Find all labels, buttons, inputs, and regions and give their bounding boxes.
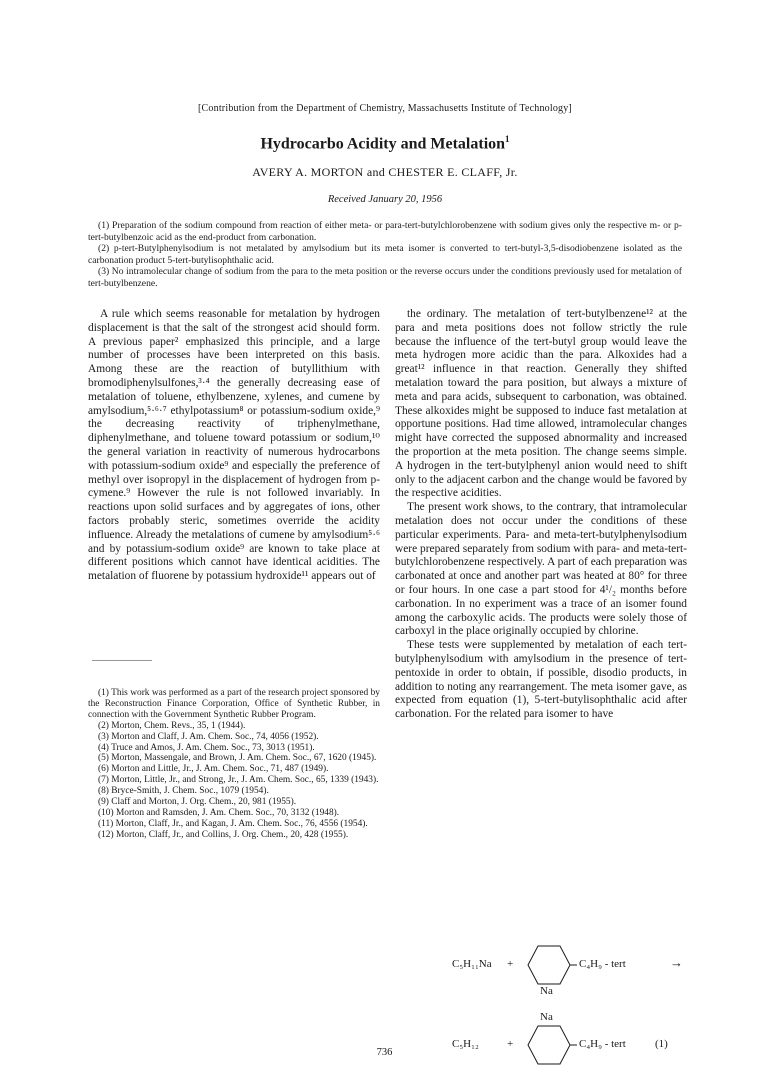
footnote: (2) Morton, Chem. Revs., 35, 1 (1944).	[98, 720, 246, 731]
article-title	[90, 134, 680, 153]
authors-line: AVERY A. MORTON and CHESTER E. CLAFF, Jr.	[252, 165, 518, 179]
abstract	[88, 220, 682, 289]
eq-number: (1)	[655, 1038, 668, 1050]
footnote: (8) Bryce-Smith, J. Chem. Soc., 1079 (1954).	[98, 786, 269, 797]
eq-na-above-2: Na	[540, 1011, 553, 1023]
received-date: Received January 20, 1956	[327, 194, 443, 205]
body-paragraph: The present work shows, to the contrary, that intramolecular metalation does not occur under the conditions of these particular experiments. Para- and meta-tert-butylphenylsodium were prepared separately from sodium with para- and meta-tert-butylchlorobenzene respectively. A part of each preparation was carbonated at once and another part was heated at 80° for three or four hours. In one case a part stood for 4¹/₂ months before carbonation. In no experiment was a trace of an isomer found among the carboxylic acids. The products were solely those of carboxyl in the place originally occupied by chlorine.	[395, 501, 687, 638]
body-paragraph: A rule which seems reasonable for metalation by hydrogen displacement is that the salt of the strongest acid should form. A previous paper² emphasized this principle, and a large number of processes have been interpreted on this basis. Among these are the reaction of butyllithium with bromodiphenylsulfones,³·⁴ the generally decreasing ease of metalation of toluene, ethylbenzene, xylenes, and cumene by amylsodium,⁵·⁶·⁷ ethylpotassium⁸ or potassium-sodium oxide,⁹ the decreasing reactivity of triphenylmethane, diphenylmethane, and toluene toward potassium or sodium,¹⁰ the general variation in reactivity of numerous hydrocarbons with potassium-sodium oxide⁹ and especially the preference of methyl over isopropyl in the displacement of hydrogen from p-cymene.⁹ However the rule is not followed invariably. In reactions upon solid surfaces and by aggregates of ions, other factors probably steric, sometimes override the acidity influence. Already the metalations of cumene by amylsodium⁵·⁶ and by potassium-sodium oxide⁹ are known to take place at different positions which cannot have identical acidities. The metalation of fluorene by potassium hydroxide¹¹ appears out of	[88, 308, 380, 583]
footnote: (5) Morton, Massengale, and Brown, J. Am. Chem. Soc., 67, 1620 (1945).	[98, 753, 377, 764]
abstract-item: (3) No intramolecular change of sodium from the para to the meta position or the reverse occurs under the conditions previously used for metalation of tert-butylbenzene.	[88, 266, 682, 289]
footnote: (12) Morton, Claff, Jr., and Collins, J. Org. Chem., 20, 428 (1955).	[98, 829, 349, 840]
title-text: Hydrocarbo Acidity and Metalation	[260, 135, 506, 153]
eq-arrow: →	[670, 955, 683, 970]
eq-reagent-2: C₅H₁₂	[452, 1038, 479, 1050]
title-footnote-mark: 1	[505, 134, 510, 144]
eq-plus-1: +	[507, 958, 514, 970]
footnote-divider	[92, 660, 152, 661]
right-column	[395, 308, 687, 722]
footnote: (6) Morton and Little, Jr., J. Am. Chem. Soc., 71, 487 (1949).	[98, 764, 329, 775]
contribution-line: [Contribution from the Department of Chemistry, Massachusetts Institute of Technology]	[198, 103, 572, 114]
footnote: (4) Truce and Amos, J. Am. Chem. Soc., 73, 3013 (1951).	[98, 742, 315, 753]
body-paragraph: the ordinary. The metalation of tert-butylbenzene¹² at the para and meta positions does not follow strictly the rule because the influence of the tert-butyl group would leave the meta hydrogen more acidic than the para. Alkoxides had a great¹² influence in that reaction. Generally they shifted metalation toward the para position, but always a mixture of meta and para acids, subsequent to carbonation, was obtained. These alkoxides might be supposed to induce fast metalation at opportune positions. Had time allowed, intramolecular changes might have corrected the supposed abnormality and increased the proportion at the meta position. The change seems simple. A hydrogen in the tert-butylphenyl anion would need to shift only to the adjacent carbon and the change would be favored by the respective acidities.	[395, 308, 687, 500]
footnote: (10) Morton and Ramsden, J. Am. Chem. Soc., 70, 3132 (1948).	[98, 807, 340, 818]
page-number: 736	[376, 1047, 393, 1058]
abstract-item: (1) Preparation of the sodium compound from reaction of either meta- or para-tert-butylchlorobenzene with sodium gives only the respective m- or p-tert-butylbenzoic acid as the end-product from carbonation.	[88, 220, 682, 243]
footnote: (1) This work was performed as a part of the research project sponsored by the Reconstruction Finance Corporation, Office of Synthetic Rubber, in connection with the Government Synthetic Rubber Program.	[88, 688, 380, 720]
footnote: (11) Morton, Claff, Jr., and Kagan, J. Am. Chem. Soc., 76, 4556 (1954).	[98, 818, 368, 829]
eq-na-below-1: Na	[540, 985, 553, 997]
body-paragraph: These tests were supplemented by metalation of each tert-butylphenylsodium with amylsodium in the presence of tert-pentoxide in order to obtain, if possible, disodio products, in addition to noting any rearrangement. The meta isomer gave, as expected from equation (1), 5-tert-butylisophthalic acid after carbonation. For the related para isomer to have	[395, 639, 687, 721]
eq-plus-2: +	[507, 1038, 514, 1050]
footnote: (9) Claff and Morton, J. Org. Chem., 20, 981 (1955).	[98, 797, 297, 808]
footnotes	[88, 688, 380, 841]
benzene-ring-icon	[527, 945, 571, 985]
footnote: (7) Morton, Little, Jr., and Strong, Jr., J. Am. Chem. Soc., 65, 1339 (1943).	[98, 775, 379, 786]
eq-substituent-1: C₄H₉ - tert	[579, 958, 626, 970]
benzene-ring-icon	[527, 1025, 571, 1065]
left-column	[88, 308, 380, 584]
eq-reagent-1: C₅H₁₁Na	[452, 958, 492, 970]
abstract-item: (2) p-tert-Butylphenylsodium is not metalated by amylsodium but its meta isomer is converted to tert-butyl-3,5-disodiobenzene isolated as the carbonation product 5-tert-butylisophthalic acid.	[88, 243, 682, 266]
eq-substituent-2: C₄H₉ - tert	[579, 1038, 626, 1050]
footnote: (3) Morton and Claff, J. Am. Chem. Soc., 74, 4056 (1952).	[98, 731, 319, 742]
